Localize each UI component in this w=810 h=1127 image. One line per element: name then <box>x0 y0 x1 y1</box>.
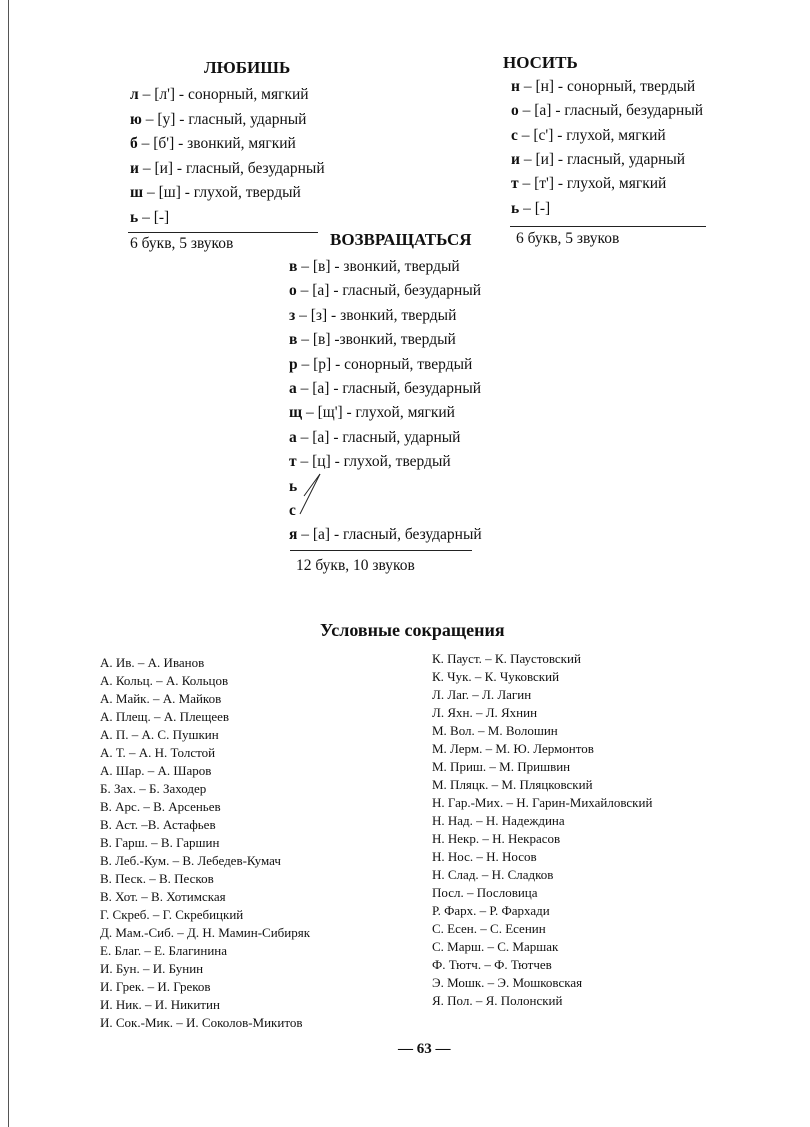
letter: в <box>289 258 298 275</box>
sound-description: [н] - сонорный, твердый <box>535 78 696 95</box>
word-title-nosit: НОСИТЬ <box>503 53 578 72</box>
abbreviation-item: С. Марш. – С. Маршак <box>432 939 559 954</box>
letter: о <box>289 282 297 300</box>
sound-description: [-] <box>153 208 170 226</box>
lyubish-summary: 6 букв, 5 звуков <box>130 235 234 252</box>
sound-description: [-] <box>534 199 551 217</box>
abbreviation-item: Я. Пол. – Я. Полонский <box>432 993 563 1008</box>
letter: о <box>511 102 519 120</box>
letter-row: з – [з] - звонкий, твердый <box>289 306 457 324</box>
sound-description: [щ'] - глухой, мягкий <box>317 404 455 422</box>
sound-description: [а] - гласный, безударный <box>312 526 482 544</box>
abbreviation-item: И. Бун. – И. Бунин <box>100 961 204 976</box>
letter-row: в – [в] - звонкий, твердый <box>289 258 460 275</box>
abbreviation-item: А. Плещ. – А. Плещеев <box>100 709 230 724</box>
letter-row: ь – [-] <box>511 199 551 217</box>
sound-description: [в] -звонкий, твердый <box>312 331 456 349</box>
letter: р <box>289 355 298 373</box>
divider <box>510 226 706 227</box>
letter-row: в – [в] -звонкий, твердый <box>289 331 456 349</box>
letter-link-lines <box>290 470 330 530</box>
sound-description: [и] - гласный, безударный <box>154 159 325 177</box>
scan-edge <box>8 0 9 1127</box>
abbreviation-item: А. Кольц. – А. Кольцов <box>100 673 229 688</box>
letter: с <box>511 126 518 144</box>
sound-description: [л'] - сонорный, мягкий <box>154 86 309 103</box>
abbreviation-item: Л. Лаг. – Л. Лагин <box>432 687 532 702</box>
abbreviation-item: А. Ив. – А. Иванов <box>100 655 205 670</box>
vozvrashchatsya-summary: 12 букв, 10 звуков <box>296 557 415 574</box>
word-title-vozvrashchatsya: ВОЗВРАЩАТЬСЯ <box>330 230 472 249</box>
sound-description: [с'] - глухой, мягкий <box>533 126 666 144</box>
abbreviation-item: Н. Нос. – Н. Носов <box>432 849 537 864</box>
sound-description: [а] - гласный, безударный <box>312 282 482 300</box>
abbreviation-item: Е. Благ. – Е. Благинина <box>100 943 228 958</box>
letter: б <box>130 135 138 152</box>
divider <box>128 232 318 233</box>
sound-description: [в] - звонкий, твердый <box>312 258 460 275</box>
abbreviation-item: С. Есен. – С. Есенин <box>432 921 546 936</box>
letter-row: о – [а] - гласный, безударный <box>289 282 482 300</box>
word-title-lyubish: ЛЮБИШЬ <box>204 58 291 77</box>
abbreviation-item: Д. Мам.-Сиб. – Д. Н. Мамин-Сибиряк <box>100 925 311 940</box>
abbreviation-item: В. Песк. – В. Песков <box>100 871 214 886</box>
abbreviation-item: Э. Мошк. – Э. Мошковская <box>432 975 583 990</box>
letter: щ <box>289 404 303 422</box>
sound-description: [т'] - глухой, мягкий <box>534 175 667 193</box>
sound-description: [з] - звонкий, твердый <box>310 306 457 324</box>
page-number: — 63 — <box>398 1041 451 1057</box>
letter-row: ь – [-] <box>130 208 170 226</box>
sound-description: [у] - гласный, ударный <box>157 110 307 128</box>
abbreviation-item: В. Леб.-Кум. – В. Лебедев-Кумач <box>100 853 281 868</box>
abbreviation-item: М. Пляцк. – М. Пляцковский <box>432 777 593 792</box>
abbreviation-item: Н. Слад. – Н. Сладков <box>432 867 554 882</box>
abbreviation-item: Н. Некр. – Н. Некрасов <box>432 831 561 846</box>
letter: в <box>289 331 298 349</box>
abbreviation-item: В. Аст. –В. Астафьев <box>100 817 216 832</box>
abbreviation-item: В. Хот. – В. Хотимская <box>100 889 226 904</box>
letter: ю <box>130 110 142 128</box>
letter: т <box>289 453 297 471</box>
letter-row: и – [и] - гласный, безударный <box>130 159 325 177</box>
letter: а <box>289 380 297 397</box>
abbreviation-item: А. П. – А. С. Пушкин <box>100 727 219 742</box>
abbreviation-item: Л. Яхн. – Л. Яхнин <box>432 705 538 720</box>
letter-row: с – [с'] - глухой, мягкий <box>511 126 666 144</box>
letter: ш <box>130 184 144 201</box>
sound-description: [р] - сонорный, твердый <box>313 355 473 373</box>
nosit-summary: 6 букв, 5 звуков <box>516 230 620 247</box>
letter: и <box>511 150 520 168</box>
abbreviation-item: К. Чук. – К. Чуковский <box>432 669 560 684</box>
abbreviation-item: Р. Фарх. – Р. Фархади <box>432 903 550 918</box>
sound-description: [а] - гласный, безударный <box>312 380 482 397</box>
letter: и <box>130 159 139 177</box>
abbreviation-item: М. Вол. – М. Волошин <box>432 723 558 738</box>
letter-row: ш – [ш] - глухой, твердый <box>130 184 301 201</box>
abbreviation-item: Посл. – Пословица <box>432 885 538 900</box>
letter: ь <box>130 208 139 226</box>
sound-description: [ц] - глухой, твердый <box>312 453 451 471</box>
abbreviation-item: А. Т. – А. Н. Толстой <box>100 745 216 760</box>
letter-row: т – [т'] - глухой, мягкий <box>511 175 667 193</box>
abbreviation-item: Ф. Тютч. – Ф. Тютчев <box>432 957 552 972</box>
abbreviation-item: К. Пауст. – К. Паустовский <box>432 651 581 666</box>
abbreviation-item: А. Шар. – А. Шаров <box>100 763 212 778</box>
sound-description: [а] - гласный, ударный <box>312 428 461 446</box>
abbreviation-item: И. Сок.-Мик. – И. Соколов-Микитов <box>100 1015 303 1030</box>
sound-description: [а] - гласный, безударный <box>534 102 704 120</box>
abbreviation-item: А. Майк. – А. Майков <box>100 691 222 706</box>
letter-row: т – [ц] - глухой, твердый <box>289 453 451 471</box>
letter: ь <box>511 199 520 217</box>
letter: л <box>130 86 139 103</box>
letter-row: н – [н] - сонорный, твердый <box>511 78 696 95</box>
abbreviation-item: М. Приш. – М. Пришвин <box>432 759 571 774</box>
letter-row: р – [р] - сонорный, твердый <box>289 355 473 373</box>
abbreviations-heading: Условные сокращения <box>320 620 505 640</box>
abbreviation-item: Б. Зах. – Б. Заходер <box>100 781 207 796</box>
letter-row: б – [б'] - звонкий, мягкий <box>130 135 296 152</box>
letter: я <box>289 526 298 544</box>
letter: з <box>289 306 296 324</box>
letter-row: щ – [щ'] - глухой, мягкий <box>289 404 455 422</box>
letter-row: и – [и] - гласный, ударный <box>511 150 686 168</box>
abbreviation-item: Г. Скреб. – Г. Скребицкий <box>100 907 244 922</box>
abbreviation-item: И. Грек. – И. Греков <box>100 979 211 994</box>
abbreviation-item: В. Арс. – В. Арсеньев <box>100 799 221 814</box>
sound-description: [ш] - глухой, твердый <box>158 184 301 201</box>
letter-row: а – [а] - гласный, безударный <box>289 380 482 397</box>
letter-row: л – [л'] - сонорный, мягкий <box>130 86 309 103</box>
abbreviation-item: Н. Над. – Н. Надеждина <box>432 813 565 828</box>
letter: ь <box>289 477 298 495</box>
letter: н <box>511 78 520 95</box>
letter-row: я – [а] - гласный, безударный <box>289 526 482 544</box>
abbreviation-item: И. Ник. – И. Никитин <box>100 997 220 1012</box>
letter: с <box>289 502 296 519</box>
letter: т <box>511 175 519 193</box>
divider <box>290 550 472 551</box>
abbreviation-item: М. Лерм. – М. Ю. Лермонтов <box>432 741 594 756</box>
letter-row: о – [а] - гласный, безударный <box>511 102 704 120</box>
sound-description: [и] - гласный, ударный <box>535 150 686 168</box>
abbreviation-item: Н. Гар.-Мих. – Н. Гарин-Михайловский <box>432 795 653 810</box>
letter: а <box>289 428 297 446</box>
letter-row: а – [а] - гласный, ударный <box>289 428 461 446</box>
sound-description: [б'] - звонкий, мягкий <box>153 135 296 152</box>
letter-row: ю – [у] - гласный, ударный <box>130 110 307 128</box>
abbreviation-item: В. Гарш. – В. Гаршин <box>100 835 220 850</box>
